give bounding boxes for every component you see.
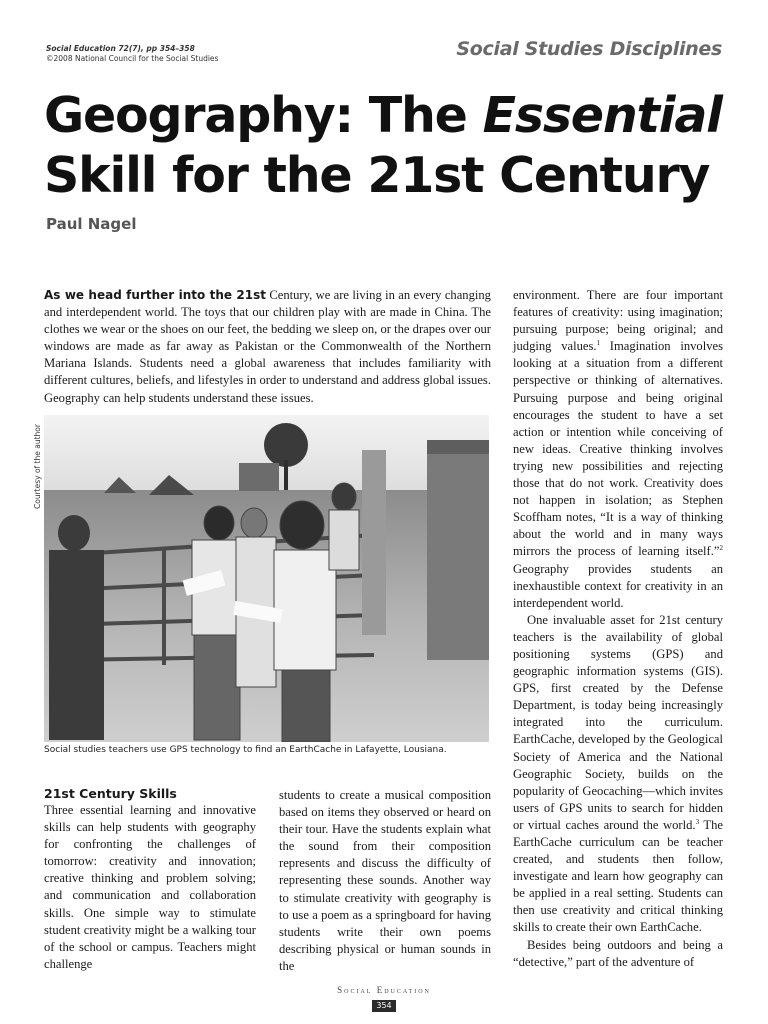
article-title bbox=[44, 86, 734, 206]
citation-journal: Social Education 72(7), pp 354–358 bbox=[46, 44, 195, 53]
citation bbox=[46, 44, 218, 64]
right-p1-text-b: Imagination involves looking at a situation from a different perspective or thinking of alternatives. Pursuing purpose and being original encourages the student to have a set action or intention while conceiving of new ideas. Creative thinking involves trying new possibilities and rejecting those that do not work. Creativity does not happen in isolation; as Stephen Scoffham notes, “It is a way of thinking about the world and in many ways mirrors the process of learning itself.” bbox=[513, 339, 724, 559]
footnote-ref-1: 1 bbox=[596, 339, 601, 348]
photo-illustration bbox=[44, 415, 489, 742]
column-left bbox=[44, 785, 256, 973]
citation-copyright: ©2008 National Council for the Social Studies bbox=[46, 54, 219, 63]
photo-credit-text: Courtesy of the author bbox=[33, 424, 42, 509]
intro-lead-in: As we head further into the 21st bbox=[44, 288, 266, 302]
photo bbox=[44, 415, 489, 742]
column-middle-text: students to create a musical composition based on items they observed or heard on their tour. Have the students explain what the sound from their composition represents and discuss the difficulty of representing these sounds. Another way to stimulate creativity with geography is to use a poem as a springboard for having students write their own poems describing physical or human sounds in the bbox=[279, 788, 491, 973]
page-number: 354 bbox=[372, 1000, 396, 1012]
footer-journal: Social Education bbox=[337, 985, 431, 995]
column-left-text: Three essential learning and innovative skills can help students with geography for confronting the challenges of tomorrow: creativity and innovation; creative thinking and problem solving; and communication and collaboration skills. One simple way to stimulate student creativity might be a walking tour of the school or campus. Teachers might challenge bbox=[44, 803, 256, 971]
right-paragraph-3: Besides being outdoors and being a “detective,” part of the adventure of bbox=[513, 937, 723, 969]
column-right bbox=[513, 287, 723, 971]
right-p1-text-a: environment. There are four important features of creativity: using imagination; pursuing purpose; being original; and judging values. bbox=[513, 288, 723, 354]
right-paragraph-2 bbox=[513, 612, 723, 937]
footnote-ref-3: 3 bbox=[695, 817, 700, 826]
subheading: 21st Century Skills bbox=[44, 786, 177, 801]
right-p2-text-b: The EarthCache curriculum can be teacher created, and students then follow, investigate and learn how geography can be applied in a real setting. Students can then use creativity and critical thinking skills to create their own EarthCache. bbox=[513, 817, 723, 935]
author-name: Paul Nagel bbox=[46, 215, 137, 233]
title-part1: Geography: The bbox=[44, 87, 483, 144]
section-label: Social Studies Disciplines bbox=[456, 38, 722, 60]
footnote-ref-2: 2 bbox=[719, 544, 723, 553]
right-paragraph-1 bbox=[513, 287, 723, 612]
right-p1-text-c: Geography provides students an inexhaustible context for creativity in an interdependent world. bbox=[513, 561, 723, 610]
intro-text: Century, we are living in an every changing and interdependent world. The toys that our children play with are made in China. The clothes we wear or the shoes on our feet, the bedding we sleep on, or the drapes over our windows are made as far away as Pakistan or the Commonwealth of the Northern Mariana Islands. Students need a global awareness that includes familiarity with different cultures, beliefs, and lifestyles in order to understand and address global issues. Geography can help students understand these issues. bbox=[44, 288, 491, 405]
photo-caption: Social studies teachers use GPS technology to find an EarthCache in Lafayette, Lousiana. bbox=[44, 745, 447, 755]
title-part2: Skill for the 21st Century bbox=[44, 147, 710, 204]
right-p2-text-a: One invaluable asset for 21st century teachers is the availability of global positioning systems (GPS) and geographic information systems (GIS). GPS, first created by the Defense Department, is today being increasingly integrated into the curriculum. EarthCache, developed by the Geological Society of America and the National Geographic Society, builds on the popularity of Geocaching—which invites users of GPS units to search for hidden or virtual caches around the world. bbox=[513, 612, 723, 832]
intro-paragraph bbox=[44, 287, 491, 407]
column-middle bbox=[279, 787, 491, 975]
title-emphasis: Essential bbox=[482, 87, 722, 144]
